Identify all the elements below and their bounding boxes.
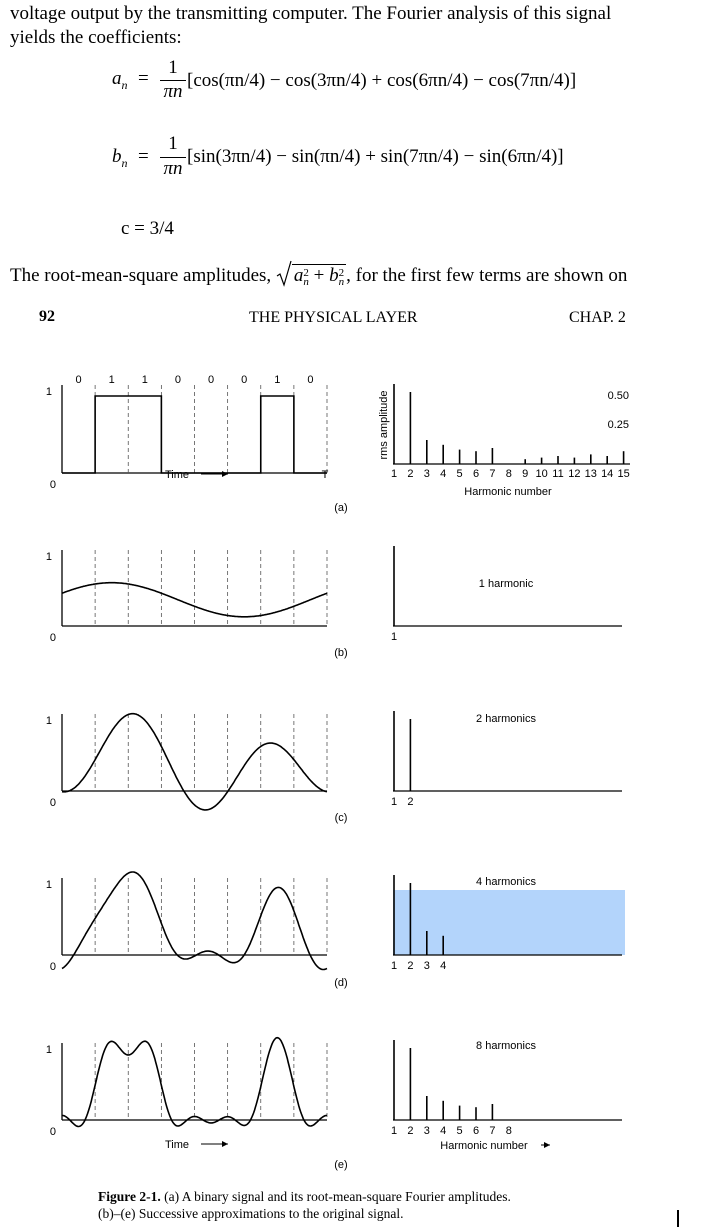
bn-equals: = [138,146,149,167]
an-lhs: $a_n$ [112,68,128,92]
bit-label: 1 [141,374,148,386]
harmonic-tick-label: 1 [390,796,398,808]
y-axis-zero-label: 0 [49,479,56,491]
harmonic-tick-label: 1 [390,468,398,480]
page-number: 92 [39,308,55,325]
harmonic-tick-label: 4 [440,468,447,480]
y-axis-one-label: 1 [45,715,52,727]
period-T-label: T [321,469,329,481]
harmonic-tick-label: 6 [472,468,480,480]
harmonic-tick-label: 11 [552,468,564,480]
rms-sentence-after: , for the first few terms are shown on [346,265,628,286]
time-axis-label: Time [165,1139,190,1151]
an-numerator: 1 [168,57,178,78]
bit-label: 1 [274,374,281,386]
harmonic-tick-label: 2 [407,960,414,972]
harmonic-tick-label: 3 [423,1125,430,1137]
harmonic-tick-label: 1 [390,960,398,972]
an-rhs: [cos(πn/4) − cos(3πn/4) + cos(6πn/4) − cos(7πn/4)] [187,70,577,91]
bit-label: 0 [75,374,82,386]
harmonic-tick-label: 4 [440,960,447,972]
harmonics-title: 8 harmonics [476,1040,536,1052]
harmonic-tick-label: 10 [535,468,548,480]
harmonic-tick-label: 2 [407,468,414,480]
bit-label: 0 [208,374,215,386]
bit-label: 0 [174,374,181,386]
bit-label: 0 [241,374,248,386]
bn-numerator: 1 [168,133,178,154]
harmonic-tick-label: 2 [407,796,414,808]
harmonic-tick-label: 8 [505,1125,512,1137]
chapter-label: CHAP. 2 [569,309,626,326]
harmonic-tick-label: 7 [489,468,496,480]
intro-line-1: voltage output by the transmitting computer. The Fourier analysis of this signal [10,3,612,24]
bit-label: 1 [108,374,115,386]
harmonic-tick-label: 6 [472,1125,480,1137]
highlight-box [393,890,625,955]
sqrt-expression: a 2 n + b 2 n [276,264,346,287]
harmonic-tick-label: 9 [522,468,529,480]
amplitude-label-025: 0.25 [607,419,629,431]
bn-denominator: πn [163,158,183,179]
time-arrow-icon [222,471,228,477]
bit-label: 0 [307,374,314,386]
harmonics-title: 2 harmonics [476,713,536,725]
equation-c: c = 3/4 [121,218,174,239]
text-cursor [677,1210,679,1227]
time-axis-label: Time [165,469,190,481]
rms-sentence [10,264,627,287]
harmonic-number-axis-label: Harmonic number [464,486,552,498]
figure-caption-line-2: (b)–(e) Successive approximations to the original signal. [98,1206,404,1221]
harmonic-tick-label: 5 [456,468,463,480]
harmonic-tick-label: 7 [489,1125,496,1137]
y-axis-zero-label: 0 [49,632,56,644]
harmonic-tick-label: 12 [568,468,581,480]
intro-line-2: yields the coefficients: [10,27,182,48]
harmonic-tick-label: 4 [440,1125,447,1137]
panel-label: (d) [334,977,348,989]
an-equals: = [138,68,149,89]
harmonic-tick-label: 1 [390,1125,398,1137]
amplitude-label-050: 0.50 [607,390,629,402]
figure-caption-line-1: Figure 2-1. (a) A binary signal and its root-mean-square Fourier amplitudes. [98,1189,511,1204]
panel-label: (a) [334,502,348,514]
harmonic-tick-label: 8 [505,468,512,480]
harmonic-arrow-icon [544,1142,550,1148]
harmonic-tick-label: 1 [390,631,398,643]
an-denominator: πn [163,81,183,102]
harmonic-tick-label: 5 [456,1125,463,1137]
y-axis-one-label: 1 [45,386,52,398]
panel-label: (b) [334,647,348,659]
harmonic-tick-label: 3 [423,960,430,972]
y-axis-zero-label: 0 [49,797,56,809]
harmonic-number-axis-label: Harmonic number [440,1140,528,1152]
running-title: THE PHYSICAL LAYER [249,309,418,326]
harmonic-tick-label: 14 [601,468,614,480]
sqrt-icon [276,260,292,288]
y-axis-zero-label: 0 [49,961,56,973]
y-axis-one-label: 1 [45,879,52,891]
panel-label: (c) [334,812,348,824]
harmonic-tick-label: 2 [407,1125,414,1137]
harmonic-tick-label: 15 [617,468,630,480]
y-axis-one-label: 1 [45,1044,52,1056]
rms-amplitude-axis-label: rms amplitude [378,390,390,460]
harmonic-tick-label: 13 [584,468,597,480]
harmonic-tick-label: 3 [423,468,430,480]
harmonics-title: 1 harmonic [478,578,534,590]
time-arrow-icon [222,1141,228,1147]
rms-sentence-before: The root-mean-square amplitudes, [10,265,272,286]
figure-2-1 [0,335,718,1195]
y-axis-zero-label: 0 [49,1126,56,1138]
bn-lhs: $b_n$ [112,146,128,170]
y-axis-one-label: 1 [45,551,52,563]
harmonics-title: 4 harmonics [476,876,536,888]
bn-rhs: [sin(3πn/4) − sin(πn/4) + sin(7πn/4) − sin(6πn/4)] [187,146,564,167]
panel-label: (e) [334,1159,348,1171]
